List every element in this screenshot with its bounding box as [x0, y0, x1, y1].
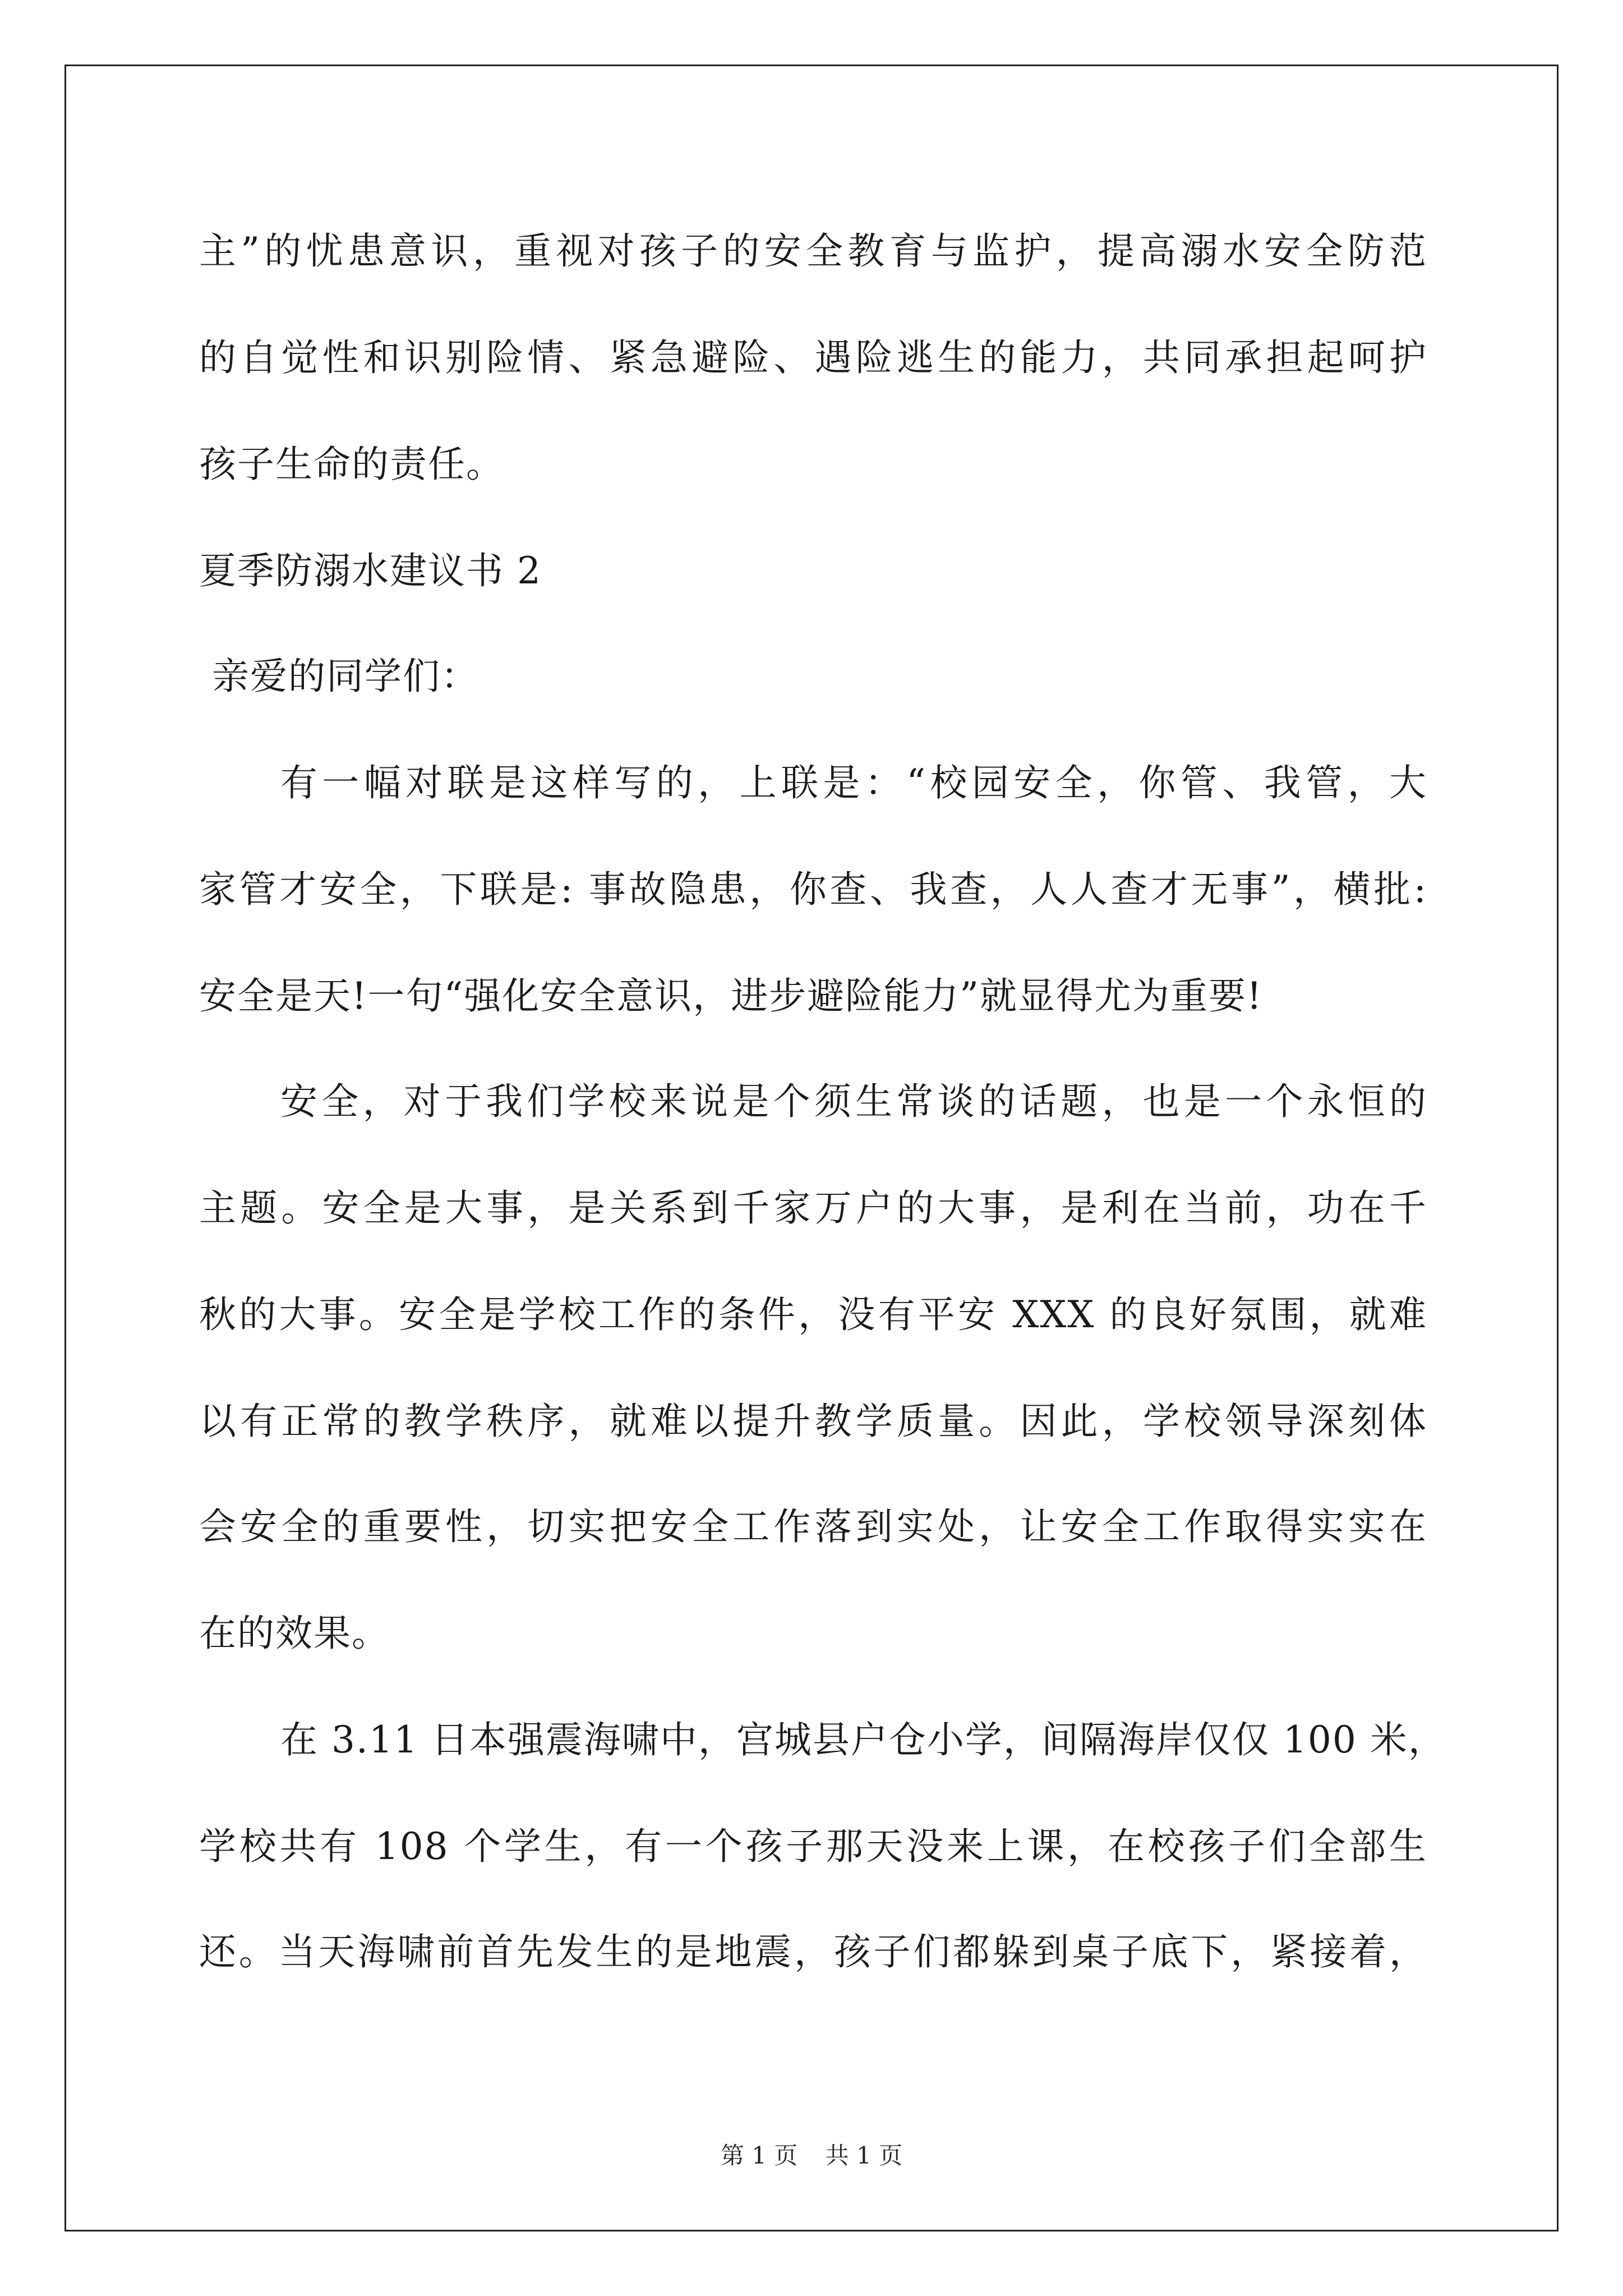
salutation: 亲爱的同学们：: [212, 655, 479, 698]
paragraph-line: 的自觉性和识别险情、紧急避险、遇险逃生的能力，共同承担起呵护: [199, 336, 1427, 379]
paragraph-line: 安全是天!一句“强化安全意识，进步避险能力”就显得尤为重要!: [199, 974, 1263, 1018]
paragraph-line: 家管才安全，下联是: 事故隐患，你查、我查，人人查才无事”，横批:: [199, 868, 1427, 911]
paragraph-line: 秋的大事。安全是学校工作的条件，没有平安 XXX 的良好氛围，就难: [199, 1293, 1427, 1336]
page-frame: [64, 65, 1559, 2231]
page-total: 共 1 页: [825, 2142, 903, 2169]
paragraph-line: 以有正常的教学秩序，就难以提升教学质量。因此，学校领导深刻体: [199, 1400, 1427, 1443]
paragraph-line: 在 3.11 日本强震海啸中，宫城县户仓小学，间隔海岸仅仅 100 米，: [280, 1718, 1446, 1761]
paragraph-line: 还。当天海啸前首先发生的是地震，孩子们都躲到桌子底下，紧接着，: [199, 1930, 1427, 1973]
paragraph-line: 在的效果。: [199, 1612, 390, 1655]
paragraph-line: 有一幅对联是这样写的，上联是：“校园安全，你管、我管，大: [280, 761, 1427, 804]
paragraph-line: 主”的忧患意识，重视对孩子的安全教育与监护，提高溺水安全防范: [199, 229, 1427, 273]
section-heading: 夏季防溺水建议书 2: [199, 549, 542, 592]
paragraph-line: 学校共有 108 个学生，有一个孩子那天没来上课，在校孩子们全部生: [199, 1825, 1427, 1868]
paragraph-line: 安全，对于我们学校来说是个须生常谈的话题，也是一个永恒的: [280, 1080, 1427, 1123]
page-footer: [0, 2142, 1623, 2170]
paragraph-line: 孩子生命的责任。: [199, 443, 504, 486]
paragraph-line: 主题。安全是大事，是关系到千家万户的大事，是利在当前，功在千: [199, 1186, 1427, 1230]
page-number: 第 1 页: [720, 2142, 798, 2169]
paragraph-line: 会安全的重要性，切实把安全工作落到实处，让安全工作取得实实在: [199, 1505, 1427, 1548]
